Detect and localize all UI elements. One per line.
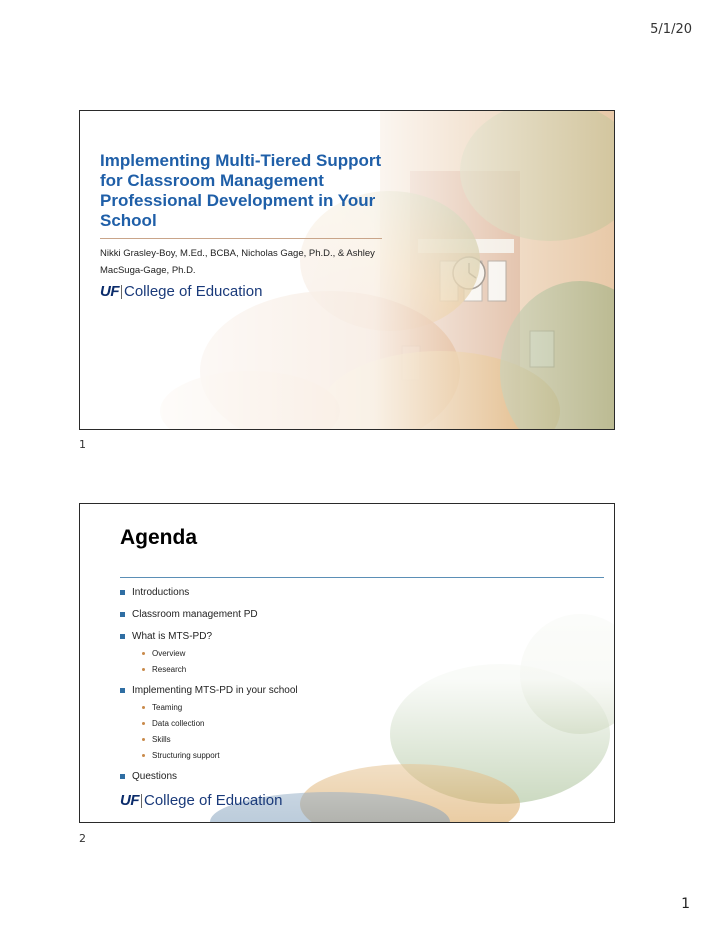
uf-logo-mark: UF [120, 792, 139, 809]
logo-college-text: College of Education [144, 792, 283, 809]
uf-college-logo [100, 283, 262, 300]
agenda-item: Classroom management PD [120, 609, 420, 621]
agenda-subitem: Overview [120, 649, 420, 659]
uf-logo-mark: UF [100, 283, 119, 300]
agenda-item: Questions [120, 771, 420, 783]
logo-college-text: College of Education [124, 283, 263, 300]
agenda-item: Introductions [120, 587, 420, 599]
slide-1-divider [100, 238, 382, 239]
agenda-subitem: Structuring support [120, 751, 420, 761]
slide-1 [79, 110, 615, 430]
slide-1-number: 1 [79, 438, 86, 451]
page-number: 1 [681, 896, 690, 912]
agenda-subitem: Teaming [120, 703, 420, 713]
logo-divider [141, 794, 142, 808]
agenda-list [120, 587, 420, 783]
slide-2-number: 2 [79, 832, 86, 845]
logo-divider [121, 285, 122, 299]
agenda-item: What is MTS-PD? [120, 631, 420, 643]
slide-1-title: Implementing Multi-Tiered Support for Classroom Management Professional Development in Your School [100, 151, 382, 230]
agenda-subitem: Data collection [120, 719, 420, 729]
slide-2-title: Agenda [120, 526, 198, 549]
uf-college-logo [120, 792, 282, 809]
slide-2-divider [120, 577, 604, 578]
agenda-subitem: Research [120, 665, 420, 675]
agenda-subitem: Skills [120, 735, 420, 745]
page-date: 5/1/20 [650, 22, 692, 37]
slide-2 [79, 503, 615, 823]
agenda-item: Implementing MTS-PD in your school [120, 685, 420, 697]
slide-1-authors: Nikki Grasley-Boy, M.Ed., BCBA, Nicholas Gage, Ph.D., & Ashley MacSuga-Gage, Ph.D. [100, 248, 375, 276]
